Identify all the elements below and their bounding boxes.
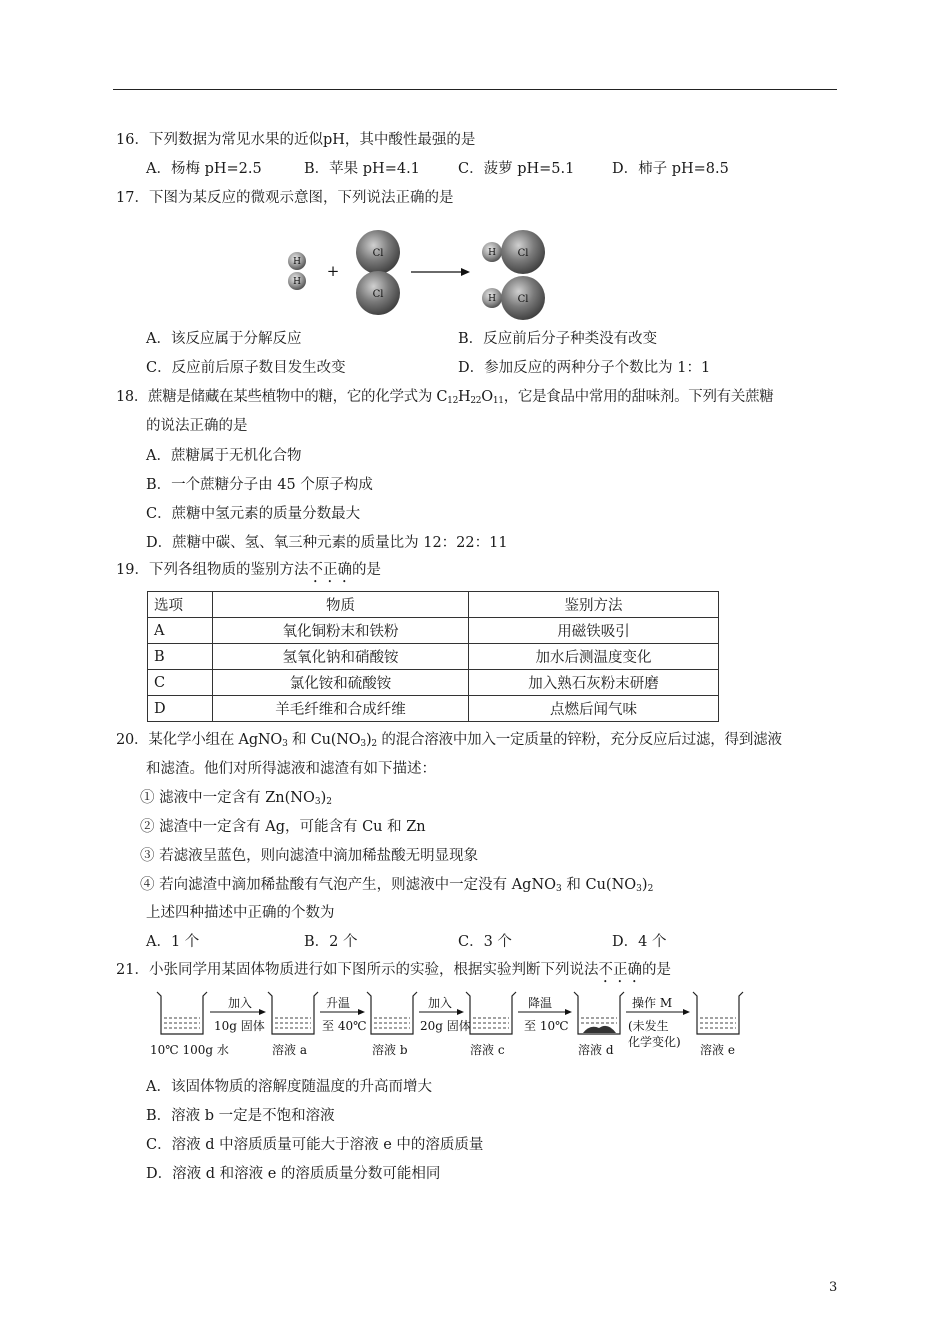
crystal-precipitate [583, 1026, 616, 1033]
header-rule [113, 89, 837, 90]
table-header-row [148, 592, 719, 618]
q18-stem-cont: 的说法正确的是 [146, 418, 248, 434]
q20-stem: 20．某化学小组在 AgNO$_3$ 和 $Cu(NO_3)_2$ 的混合溶液中加入一定质量的锌粉，充分反应后过滤，得到滤液 [116, 732, 782, 749]
step-label: 10g 固体 [214, 1019, 265, 1033]
beaker [157, 992, 207, 1034]
table-cell: 加入熟石灰粉末研磨 [469, 670, 719, 696]
table-cell: 羊毛纤维和合成纤维 [213, 696, 469, 722]
table-cell: 点燃后闻气味 [469, 696, 719, 722]
q21-option-d: D．溶液 d 和溶液 e 的溶质质量分数可能相同 [146, 1166, 441, 1182]
atom-h-label: H [488, 248, 496, 258]
q21-option-a: A．该固体物质的溶解度随温度的升高而增大 [146, 1079, 432, 1095]
hcl-molecule [482, 230, 545, 274]
q18-option-a: A．蔗糖属于无机化合物 [146, 448, 302, 464]
q16-option-b: B．苹果 pH=4.1 [304, 161, 420, 177]
q17-option-d: D．参加反应的两种分子个数比为 1：1 [458, 360, 711, 376]
table-cell: B [148, 644, 213, 670]
h2-molecule [288, 252, 306, 290]
atom-cl-label: Cl [372, 248, 384, 259]
q17-option-c: C．反应前后原子数目发生改变 [146, 360, 346, 376]
beaker [367, 992, 417, 1034]
beaker-label: 溶液 a [272, 1043, 307, 1057]
beaker [268, 992, 318, 1034]
table-row [148, 670, 719, 696]
q20-option-d: D．4 个 [612, 934, 667, 950]
beaker-label: 溶液 b [372, 1043, 408, 1057]
q20-summary: 上述四种描述中正确的个数为 [146, 905, 335, 921]
q21-option-b: B．溶液 b 一定是不饱和溶液 [146, 1108, 335, 1124]
atom-cl-label: Cl [517, 294, 529, 305]
page-number: 3 [829, 1280, 838, 1295]
beaker [574, 992, 624, 1034]
q20-item-2: ② 滤渣中一定含有 Ag，可能含有 Cu 和 Zn [140, 819, 426, 835]
step-label: (未发生 [628, 1019, 669, 1033]
q20-item-3: ③ 若滤液呈蓝色，则向滤渣中滴加稀盐酸无明显现象 [140, 848, 479, 864]
step-label: 升温 [326, 996, 351, 1010]
step-label: 至 40℃ [322, 1019, 367, 1033]
plus-sign: + [326, 262, 340, 280]
q20-option-b: B．2 个 [304, 934, 358, 950]
q18-stem: 18．蔗糖是储藏在某些植物中的糖，它的化学式为 $C_{12}H_{22}O_{11}$，它是食品中常用的甜味剂。下列有关蔗糖 [116, 389, 774, 406]
hcl-molecule [482, 276, 545, 320]
table-cell: 氯化铵和硫酸铵 [213, 670, 469, 696]
step-label: 20g 固体 [420, 1019, 471, 1033]
step-label: 加入 [228, 996, 253, 1010]
q16-stem: 16．下列数据为常见水果的近似pH，其中酸性最强的是 [116, 132, 476, 148]
q20-option-a: A．1 个 [146, 934, 200, 950]
q17-stem: 17．下图为某反应的微观示意图，下列说法正确的是 [116, 190, 454, 206]
q16-option-c: C．菠萝 pH=5.1 [458, 161, 575, 177]
q18-option-c: C．蔗糖中氢元素的质量分数最大 [146, 506, 361, 522]
cl2-molecule [356, 230, 400, 315]
beaker-label: 溶液 e [700, 1043, 735, 1057]
table-cell: 加水后测温度变化 [469, 644, 719, 670]
q20-stem-cont: 和滤渣。他们对所得滤液和滤渣有如下描述： [146, 761, 436, 777]
experiment-diagram [150, 988, 750, 1064]
beaker [693, 992, 743, 1034]
atom-cl-label: Cl [517, 248, 529, 259]
table-row [148, 618, 719, 644]
step-label: 至 10℃ [524, 1019, 569, 1033]
atom-h-label: H [293, 257, 301, 267]
atom-cl-label: Cl [372, 289, 384, 300]
step-label: 加入 [428, 996, 453, 1010]
reaction-diagram [280, 226, 560, 322]
col-header: 物质 [213, 592, 469, 618]
q18-option-b: B．一个蔗糖分子由 45 个原子构成 [146, 477, 373, 493]
step-label: 化学变化) [628, 1035, 681, 1049]
q19-stem: 19．下列各组物质的鉴别方法不正确的是 [116, 562, 381, 578]
table-cell: 氢氧化钠和硝酸铵 [213, 644, 469, 670]
q20-item-4: ④ 若向滤渣中滴加稀盐酸有气泡产生，则滤液中一定没有 AgNO$_3$ 和 $Cu(NO_3)_2$ [140, 877, 654, 894]
table-cell: 氧化铜粉末和铁粉 [213, 618, 469, 644]
atom-h-label: H [293, 277, 301, 287]
beaker [466, 992, 516, 1034]
table-cell: C [148, 670, 213, 696]
q21-option-c: C．溶液 d 中溶质质量可能大于溶液 e 中的溶质质量 [146, 1137, 484, 1153]
q20-item-1: ① 滤液中一定含有 $Zn(NO_3)_2$ [140, 790, 333, 807]
q20-option-c: C．3 个 [458, 934, 512, 950]
q18-option-d: D．蔗糖中碳、氢、氧三种元素的质量比为 12：22：11 [146, 535, 508, 551]
table-cell: A [148, 618, 213, 644]
col-header: 鉴别方法 [469, 592, 719, 618]
step-label: 降温 [528, 996, 553, 1010]
q16-option-d: D．柿子 pH=8.5 [612, 161, 729, 177]
table-cell: D [148, 696, 213, 722]
table-row [148, 644, 719, 670]
q19-table [147, 591, 719, 722]
beaker-label: 溶液 c [470, 1043, 505, 1057]
q17-option-a: A．该反应属于分解反应 [146, 331, 302, 347]
beaker-label: 10℃ 100g 水 [150, 1043, 229, 1057]
col-header: 选项 [148, 592, 213, 618]
table-row [148, 696, 719, 722]
beaker-label: 溶液 d [578, 1043, 614, 1057]
table-cell: 用磁铁吸引 [469, 618, 719, 644]
step-label: 操作 M [632, 996, 673, 1010]
reaction-arrow [411, 268, 470, 276]
atom-h-label: H [488, 294, 496, 304]
q21-stem: 21．小张同学用某固体物质进行如下图所示的实验，根据实验判断下列说法不正确的是 [116, 962, 671, 978]
q17-option-b: B．反应前后分子种类没有改变 [458, 331, 658, 347]
q16-option-a: A．杨梅 pH=2.5 [146, 161, 262, 177]
